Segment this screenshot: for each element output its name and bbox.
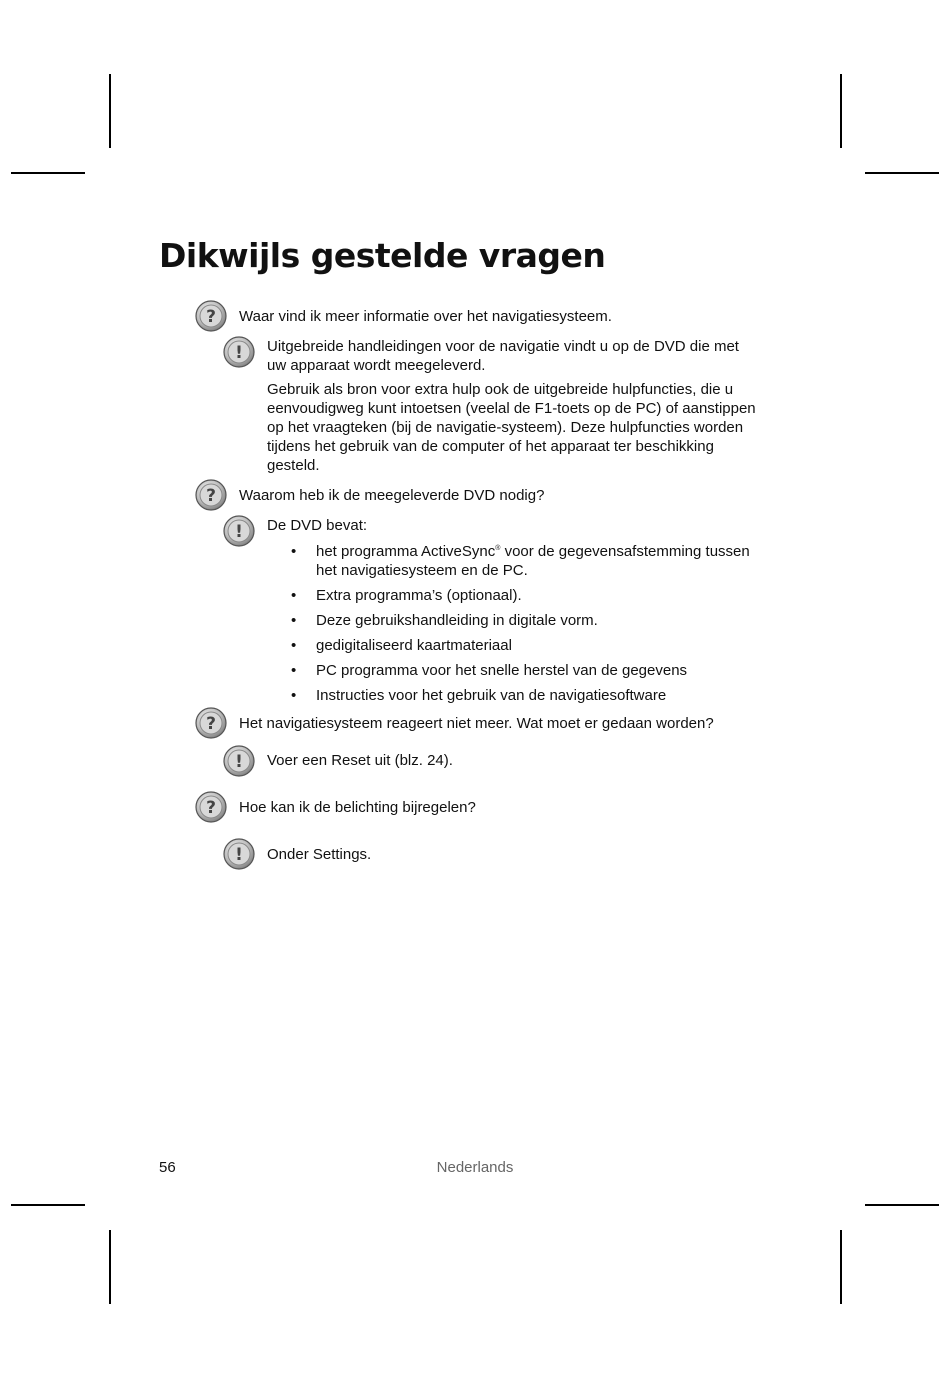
list-item: • het programma ActiveSync® voor de gegevensafstemming tussen het navigatiesysteem en de PC. [267,542,757,580]
svg-text:!: ! [235,522,243,542]
faq-answer-2 [267,516,757,711]
dvd-contents-list [267,542,757,705]
list-item: • Deze gebruikshandleiding in digitale vorm. [267,611,757,630]
page-title: Dikwijls gestelde vragen [159,236,606,275]
faq-answer-1-paragraph-2: Gebruik als bron voor extra hulp ook de uitgebreide hulpfuncties, die u eenvoudigweg kunt intoetsen (veelal de F1-toets op de PC) of aanstippen op het vraagteken (bij de navigatie-systeem). Deze hulpfuncties worden tijdens het gebruik van de computer of het apparaat ter beschikking gesteld. [267,381,756,474]
faq-answer-2-intro: De DVD bevat: [267,517,368,534]
footer-language: Nederlands [436,1159,514,1176]
faq-question-1: Waar vind ik meer informatie over het navigatiesysteem. [239,308,612,325]
question-mark-icon [195,707,227,739]
crop-mark-bottom-right-vertical [840,1230,842,1304]
faq-answer-4: Onder Settings. [267,846,372,863]
svg-text:?: ? [206,486,216,506]
faq-answer-1 [267,337,757,475]
question-mark-icon [195,791,227,823]
list-item: • gedigitaliseerd kaartmateriaal [267,636,757,655]
list-item: • PC programma voor het snelle herstel van de gegevens [267,661,757,680]
crop-mark-bottom-left-horizontal [11,1204,85,1206]
exclamation-icon [223,515,255,547]
svg-text:?: ? [206,714,216,734]
exclamation-icon [223,838,255,870]
faq-question-2: Waarom heb ik de meegeleverde DVD nodig? [239,487,545,504]
list-item: • Extra programma’s (optionaal). [267,586,757,605]
crop-mark-top-right-vertical [840,74,842,148]
question-mark-icon [195,300,227,332]
svg-text:!: ! [235,343,243,363]
page-number: 56 [159,1159,176,1176]
question-mark-icon [195,479,227,511]
svg-text:?: ? [206,798,216,818]
svg-text:!: ! [235,752,243,772]
list-item: • Instructies voor het gebruik van de navigatiesoftware [267,686,757,705]
exclamation-icon [223,336,255,368]
crop-mark-top-left-horizontal [11,172,85,174]
faq-question-3: Het navigatiesysteem reageert niet meer. Wat moet er gedaan worden? [239,715,714,732]
svg-text:?: ? [206,307,216,327]
exclamation-icon [223,745,255,777]
crop-mark-bottom-left-vertical [109,1230,111,1304]
faq-answer-1-paragraph-1: Uitgebreide handleidingen voor de navigatie vindt u op de DVD die met uw apparaat wordt meegeleverd. [267,338,739,374]
svg-text:!: ! [235,845,243,865]
crop-mark-bottom-right-horizontal [865,1204,939,1206]
crop-mark-top-left-vertical [109,74,111,148]
crop-mark-top-right-horizontal [865,172,939,174]
faq-answer-3: Voer een Reset uit (blz. 24). [267,752,453,769]
faq-question-4: Hoe kan ik de belichting bijregelen? [239,799,476,816]
